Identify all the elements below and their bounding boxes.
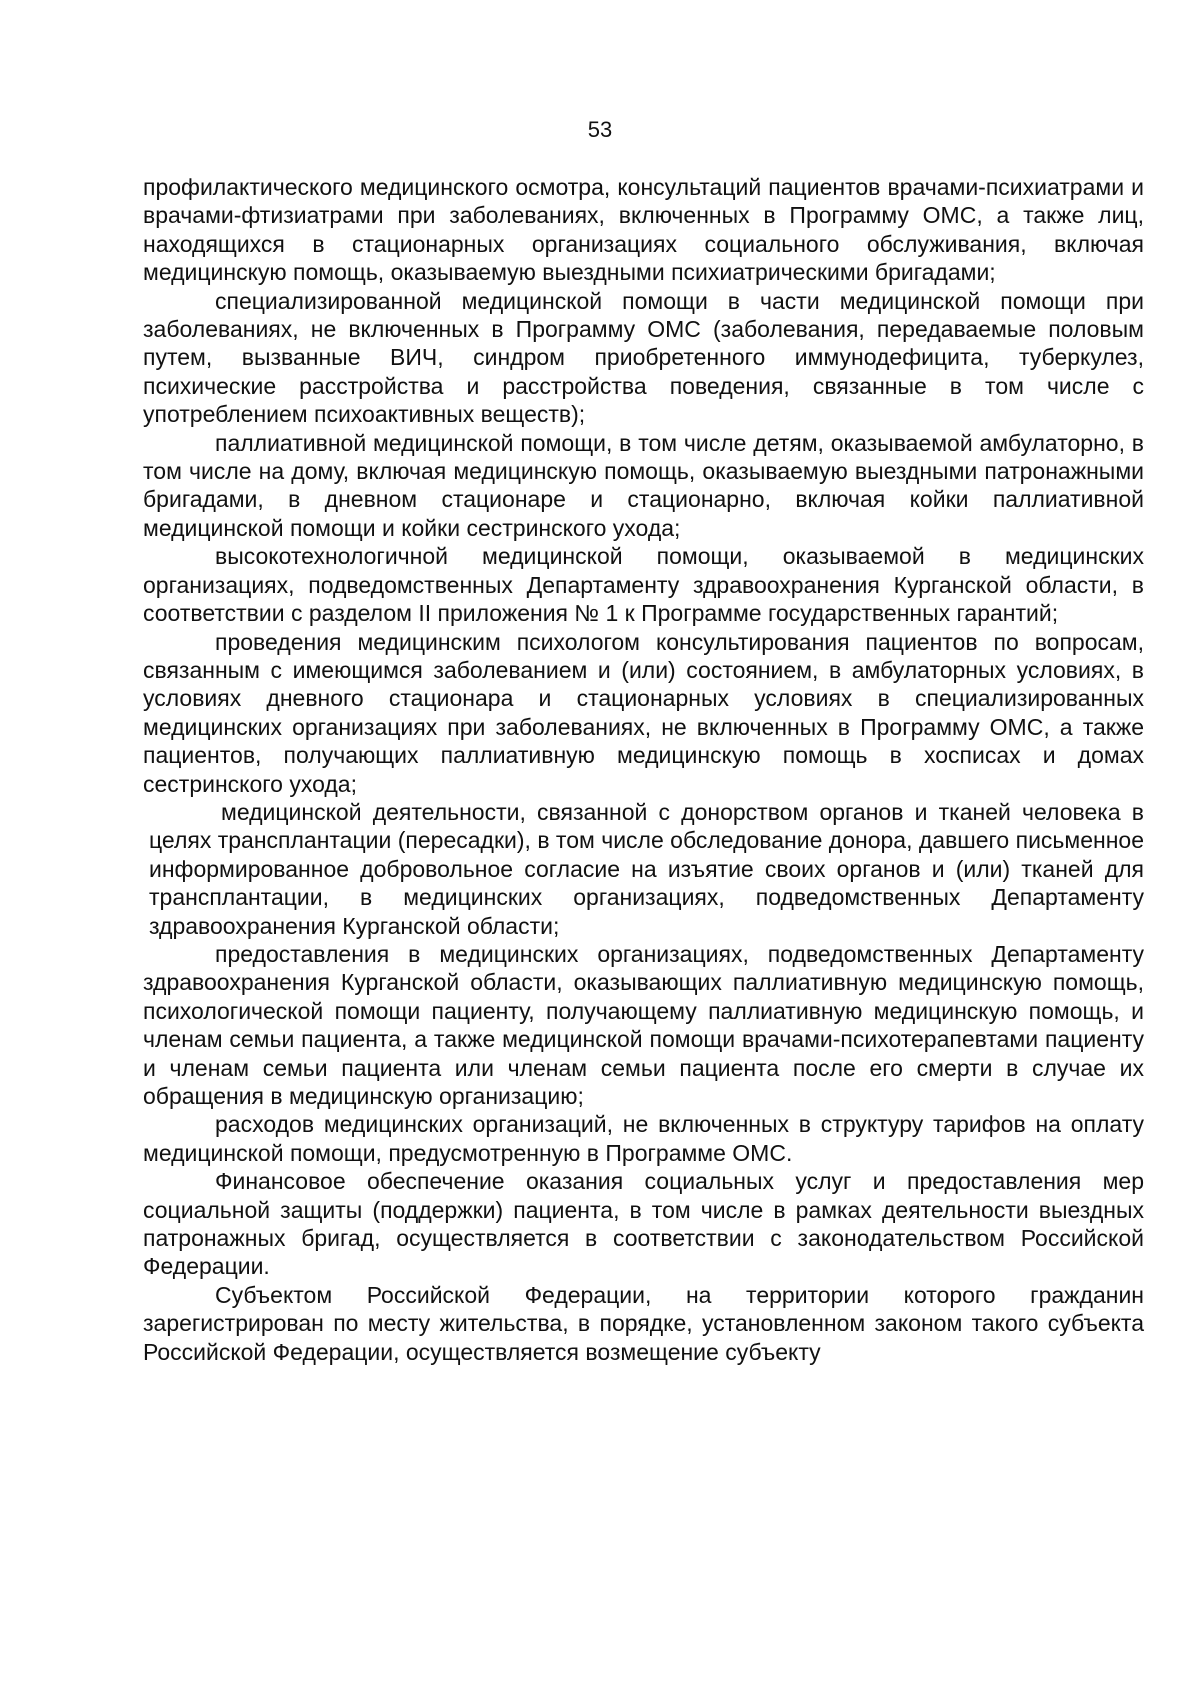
body-text: [143, 173, 1144, 1366]
paragraph-expenses: расходов медицинских организаций, не включенных в структуру тарифов на оплату медицинской помощи, предусмотренную в Программе ОМС.: [143, 1111, 1144, 1166]
paragraph-psychological-help: предоставления в медицинских организациях, подведомственных Департаменту здравоохранения Курганской области, оказывающих паллиативную медицинскую помощь, психологической помощи пациенту, получающему паллиативную медицинскую помощь, и членам семьи пациента, а также медицинской помощи врачами-психотерапевтами пациенту и членам семьи пациента или членам семьи пациента после его смерти в случае их обращения в медицинскую организацию;: [143, 940, 1144, 1109]
paragraph-reimbursement: Субъектом Российской Федерации, на территории которого гражданин зарегистрирован по месту жительства, в порядке, установленном законом такого субъекта Российской Федерации, осуществляется возмещение субъекту: [143, 1281, 1144, 1365]
paragraph-organ-donation: медицинской деятельности, связанной с донорством органов и тканей человека в целях трансплантации (пересадки), в том числе обследование донора, давшего письменное информированное добровольное согласие на изъятие своих органов и (или) тканей для трансплантации, в медицинских организациях, подведомственных Департаменту здравоохранения Курганской области;: [149, 798, 1144, 939]
paragraph-psychologist-consulting: проведения медицинским психологом консультирования пациентов по вопросам, связанным с имеющимся заболеванием и (или) состоянием, в амбулаторных условиях, в условиях дневного стационара и стационарных условиях в специализированных медицинских организациях при заболеваниях, не включенных в Программу ОМС, а также пациентов, получающих паллиативную медицинскую помощь в хосписах и домах сестринского ухода;: [143, 628, 1144, 797]
paragraph-palliative-care: паллиативной медицинской помощи, в том числе детям, оказываемой амбулаторно, в том числе на дому, включая медицинскую помощь, оказываемую выездными патронажными бригадами, в дневном стационаре и стационарно, включая койки паллиативной медицинской помощи и койки сестринского ухода;: [143, 429, 1144, 541]
page-number: 53: [587, 117, 613, 142]
paragraph-high-tech-care: высокотехнологичной медицинской помощи, оказываемой в медицинских организациях, подведомственных Департаменту здравоохранения Курганской области, в соответствии с разделом II приложения № 1 к Программе государственных гарантий;: [143, 543, 1144, 627]
paragraph-social-services: Финансовое обеспечение оказания социальных услуг и предоставления мер социальной защиты (поддержки) пациента, в том числе в рамках деятельности выездных патронажных бригад, осуществляется в соответствии с законодательством Российской Федерации.: [143, 1168, 1144, 1280]
paragraph-continuation: профилактического медицинского осмотра, консультаций пациентов врачами-психиатрами и врачами-фтизиатрами при заболеваниях, включенных в Программу ОМС, а также лиц, находящихся в стационарных организациях социального обслуживания, включая медицинскую помощь, оказываемую выездными психиатрическими бригадами;: [143, 174, 1144, 286]
paragraph-specialized-care: специализированной медицинской помощи в части медицинской помощи при заболеваниях, не включенных в Программу ОМС (заболевания, передаваемые половым путем, вызванные ВИЧ, синдром приобретенного иммунодефицита, туберкулез, психические расстройства и расстройства поведения, связанные в том числе с употреблением психоактивных веществ);: [143, 287, 1144, 428]
